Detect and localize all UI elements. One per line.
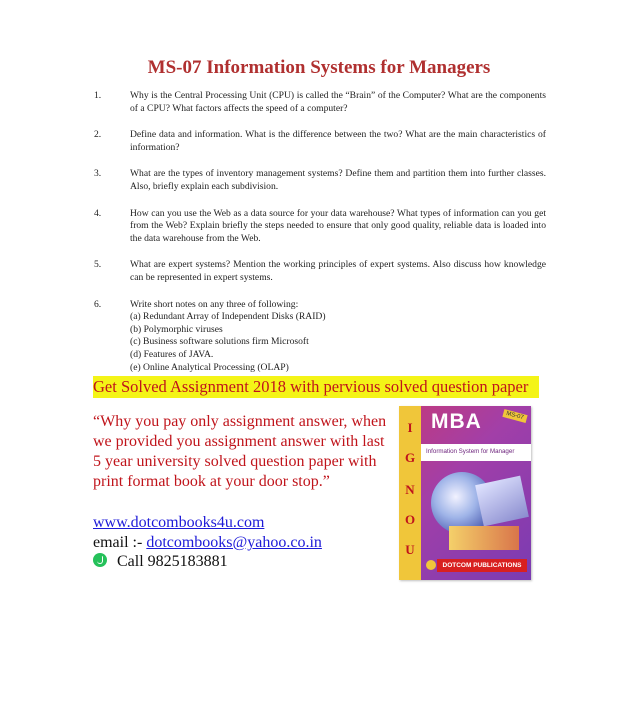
question-number: 2. <box>94 129 102 141</box>
promo-banner: Get Solved Assignment 2018 with pervious solved question paper <box>93 376 539 398</box>
call-text: Call 9825183881 <box>117 553 228 570</box>
website-row <box>93 513 264 533</box>
book-publisher: DOTCOM PUBLICATIONS <box>437 559 527 572</box>
publisher-logo-icon <box>426 560 436 570</box>
email-label: email :- <box>93 534 147 551</box>
book-brand: MBA <box>431 410 482 433</box>
spine-letter: O <box>404 512 416 527</box>
book-code: MS-07 <box>503 409 528 423</box>
spine-letter: N <box>405 482 415 497</box>
promo-quote: “Why you pay only assignment answer, when we provided you assignment answer with last 5 year university solved question paper with print format book at your door stop.” <box>93 413 387 490</box>
call-row <box>93 552 228 572</box>
book-spine <box>399 406 421 580</box>
spine-letter: I <box>407 420 413 435</box>
question-number: 3. <box>94 168 102 180</box>
subitem: (a) Redundant Array of Independent Disks (RAID) <box>130 311 326 323</box>
spine-letter: G <box>404 450 416 465</box>
spine-letter: U <box>405 542 415 557</box>
email-link[interactable]: dotcombooks@yahoo.co.in <box>146 534 322 551</box>
email-row <box>93 533 322 553</box>
question-number: 4. <box>94 207 102 219</box>
subitem: (d) Features of JAVA. <box>130 348 214 360</box>
question-text: What are the types of inventory management systems? Define them and partition them into further classes. Also, briefly explain each subdivision. <box>130 168 546 192</box>
whatsapp-icon <box>93 553 107 567</box>
book-cover-image <box>399 406 531 580</box>
book-art-keyboard <box>449 526 519 550</box>
question-list <box>94 90 546 388</box>
book-subtitle: Information System for Manager <box>426 448 515 455</box>
website-link[interactable]: www.dotcombooks4u.com <box>93 514 265 531</box>
question-item <box>94 129 546 154</box>
question-text: Write short notes on any three of following: <box>130 298 299 310</box>
question-text: How can you use the Web as a data source for your data warehouse? What types of information can you get from the Web? Explain briefly the steps needed to ensure that only good quality, reliable data is loaded into the data warehouse from the Web. <box>130 207 546 244</box>
subitem: (b) Polymorphic viruses <box>130 323 223 335</box>
question-text: What are expert systems? Mention the working principles of expert systems. Also discuss how knowledge can be represented in expert systems. <box>130 259 546 283</box>
subitem: (e) Online Analytical Processing (OLAP) <box>130 361 289 373</box>
question-text: Define data and information. What is the difference between the two? What are the main characteristics of information? <box>130 129 546 153</box>
question-item <box>94 90 546 115</box>
question-text: Why is the Central Processing Unit (CPU) is called the “Brain” of the Computer? What are the components of a CPU? What factors affects the speed of a computer? <box>130 90 546 114</box>
page-title: MS-07 Information Systems for Managers <box>147 57 491 78</box>
question-item <box>94 168 546 193</box>
question-number: 1. <box>94 90 102 101</box>
question-item <box>94 299 546 375</box>
question-item <box>94 208 546 246</box>
question-item <box>94 259 546 284</box>
question-number: 5. <box>94 259 102 271</box>
question-number: 6. <box>94 298 102 310</box>
book-art-screen <box>475 476 529 527</box>
subitem: (c) Business software solutions firm Microsoft <box>130 336 309 348</box>
